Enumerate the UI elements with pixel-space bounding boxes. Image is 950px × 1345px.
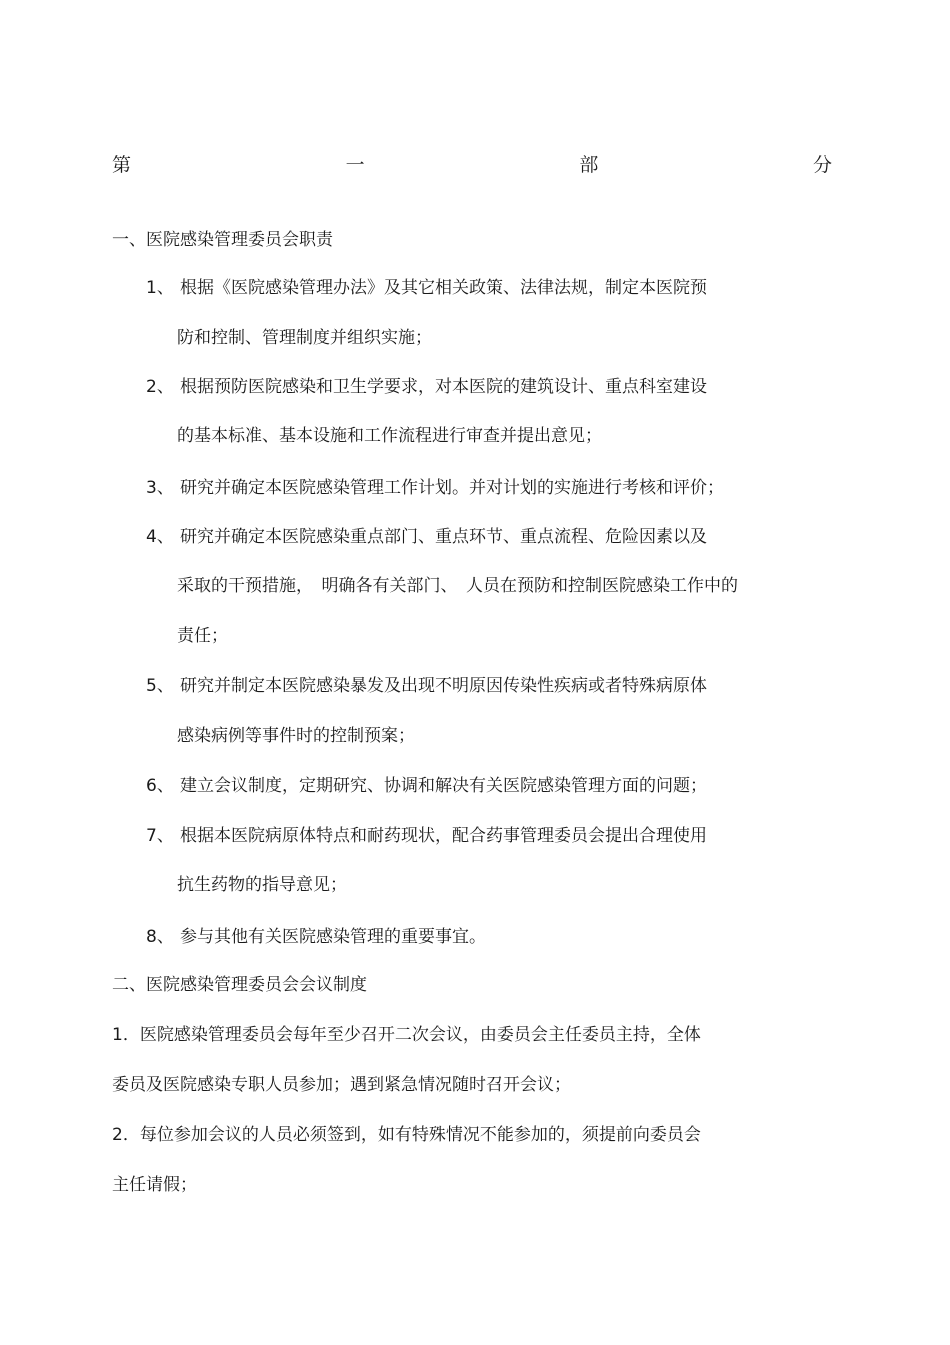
title-char: 分 [812,154,832,176]
item-text: 研究并制定本医院感染暴发及出现不明原因传染性疾病或者特殊病原体 [180,676,707,696]
list-item [146,674,707,698]
item-text: 根据预防医院感染和卫生学要求，对本医院的建筑设计、重点科室建设 [180,377,707,397]
paragraph-line: 主任请假； [112,1175,197,1195]
item-number: 4、 [146,527,174,547]
section-heading-1: 一、医院感染管理委员会职责 [112,230,333,250]
title-char: 一 [345,154,365,176]
item-text: 根据本医院病原体特点和耐药现状，配合药事管理委员会提出合理使用 [180,826,707,846]
title-char: 部 [579,154,599,176]
item-number: 1、 [146,278,174,298]
list-item [146,375,707,399]
item-number: 6、 [146,776,174,796]
list-item [146,276,707,300]
item-text-continued: 的基本标准、基本设施和工作流程进行审查并提出意见； [177,426,602,446]
item-number: 8、 [146,927,174,947]
item-number: 7、 [146,826,174,846]
item-text-continued: 责任； [177,626,228,646]
paragraph-line: 1．医院感染管理委员会每年至少召开二次会议，由委员会主任委员主持，全体 [112,1025,701,1045]
paragraph-line: 委员及医院感染专职人员参加；遇到紧急情况随时召开会议； [112,1075,571,1095]
section-heading-2: 二、医院感染管理委员会会议制度 [112,975,367,995]
item-number: 2、 [146,377,174,397]
item-text-continued: 采取的干预措施， 明确各有关部门、 人员在预防和控制医院感染工作中的 [177,576,738,596]
paragraph-line: 2．每位参加会议的人员必须签到，如有特殊情况不能参加的，须提前向委员会 [112,1125,701,1145]
list-item [146,476,724,500]
list-item [146,925,486,949]
page-title [112,150,832,177]
item-text: 研究并确定本医院感染管理工作计划。并对计划的实施进行考核和评价； [180,478,724,498]
item-text: 参与其他有关医院感染管理的重要事宜。 [180,927,486,947]
item-number: 5、 [146,676,174,696]
item-text-continued: 抗生药物的指导意见； [177,875,347,895]
item-text-continued: 防和控制、管理制度并组织实施； [177,328,432,348]
list-item [146,525,707,549]
list-item [146,824,707,848]
item-number: 3、 [146,478,174,498]
title-char: 第 [112,154,132,176]
item-text: 建立会议制度，定期研究、协调和解决有关医院感染管理方面的问题； [180,776,707,796]
list-item [146,774,707,798]
item-text: 根据《医院感染管理办法》及其它相关政策、法律法规，制定本医院预 [180,278,707,298]
item-text-continued: 感染病例等事件时的控制预案； [177,726,415,746]
item-text: 研究并确定本医院感染重点部门、重点环节、重点流程、危险因素以及 [180,527,707,547]
